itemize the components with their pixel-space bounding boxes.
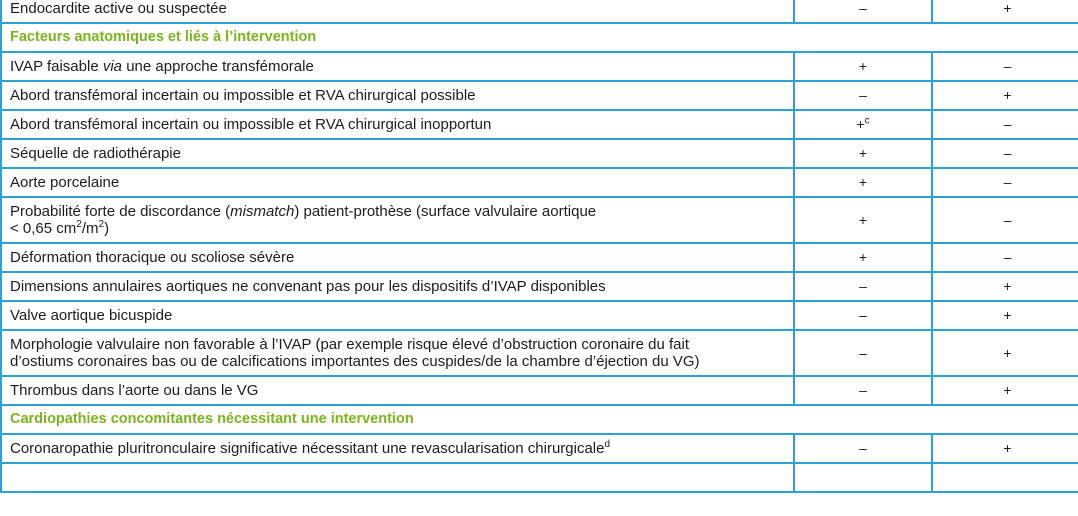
table-row	[1, 434, 1078, 463]
table-row	[1, 52, 1078, 81]
tavi-value: –	[794, 81, 932, 110]
row-label: Valve aortique bicuspide	[1, 301, 794, 330]
row-label: Dimensions annulaires aortiques ne convenant pas pour les dispositifs d’IVAP disponibles	[1, 272, 794, 301]
row-label: Thrombus dans l’aorte ou dans le VG	[1, 376, 794, 405]
table-row	[1, 301, 1078, 330]
surgery-value: +	[932, 81, 1078, 110]
table-row	[1, 139, 1078, 168]
footnote-marker: d	[604, 439, 611, 450]
table-row	[1, 463, 1078, 492]
tavi-value: +	[794, 139, 932, 168]
tavi-value: +$^c$	[794, 110, 932, 139]
surgery-value: +	[932, 272, 1078, 301]
table-row	[1, 168, 1078, 197]
tavi-value: –	[794, 434, 932, 463]
row-label: IVAP faisable via une approche transfémorale	[1, 52, 794, 81]
row-label: Probabilité forte de discordance (mismatch) patient-prothèse (surface valvulaire aortique < 0,65 $cm^2/m^2$)	[1, 197, 794, 243]
surgery-value: –	[932, 139, 1078, 168]
table-row	[1, 330, 1078, 376]
surgery-value: –	[932, 168, 1078, 197]
tavi-value: –	[794, 301, 932, 330]
tavi-value: –	[794, 376, 932, 405]
tavi-value: +	[794, 243, 932, 272]
row-label: Coronaropathie pluritronculaire significative nécessitant une revascularisation chirurgicale$^d$	[1, 434, 794, 463]
surgery-value: +	[932, 376, 1078, 405]
row-label: Morphologie valvulaire non favorable à l’IVAP (par exemple risque élevé d’obstruction coronaire du fait d’ostiums coronaires bas ou de calcifications importantes des cuspides/de la chambre d’éjection du VG)	[1, 330, 794, 376]
section-title: Facteurs anatomiques et liés à l’intervention	[1, 23, 1078, 52]
surgery-value: –	[932, 110, 1078, 139]
surgery-value: –	[932, 197, 1078, 243]
tavi-value: –	[794, 272, 932, 301]
row-label: Aorte porcelaine	[1, 168, 794, 197]
table-row	[1, 272, 1078, 301]
tavi-value: –	[794, 330, 932, 376]
table-row	[1, 243, 1078, 272]
surgery-value: +	[932, 301, 1078, 330]
row-label: Endocardite active ou suspectée	[1, 0, 794, 23]
table-row	[1, 376, 1078, 405]
surgery-value: +	[932, 330, 1078, 376]
surgery-value: +	[932, 434, 1078, 463]
surgery-value: –	[932, 243, 1078, 272]
table-row	[1, 110, 1078, 139]
row-label: Déformation thoracique ou scoliose sévère	[1, 243, 794, 272]
tavi-value: +	[794, 197, 932, 243]
row-label: Abord transfémoral incertain ou impossible et RVA chirurgical possible	[1, 81, 794, 110]
section-header-row	[1, 23, 1078, 52]
row-label	[1, 463, 794, 492]
table-row	[1, 81, 1078, 110]
surgery-value: +	[932, 0, 1078, 23]
section-title: Cardiopathies concomitantes nécessitant une intervention	[1, 405, 1078, 434]
surgery-value: –	[932, 52, 1078, 81]
table-row	[1, 197, 1078, 243]
row-label: Séquelle de radiothérapie	[1, 139, 794, 168]
table-row	[1, 0, 1078, 23]
footnote-marker: c	[864, 115, 870, 127]
tavi-value: +	[794, 52, 932, 81]
tavi-value: +	[794, 168, 932, 197]
section-header-row	[1, 405, 1078, 434]
row-label: Abord transfémoral incertain ou impossible et RVA chirurgical inopportun	[1, 110, 794, 139]
surgery-value	[932, 463, 1078, 492]
tavi-value: –	[794, 0, 932, 23]
tavi-value	[794, 463, 932, 492]
